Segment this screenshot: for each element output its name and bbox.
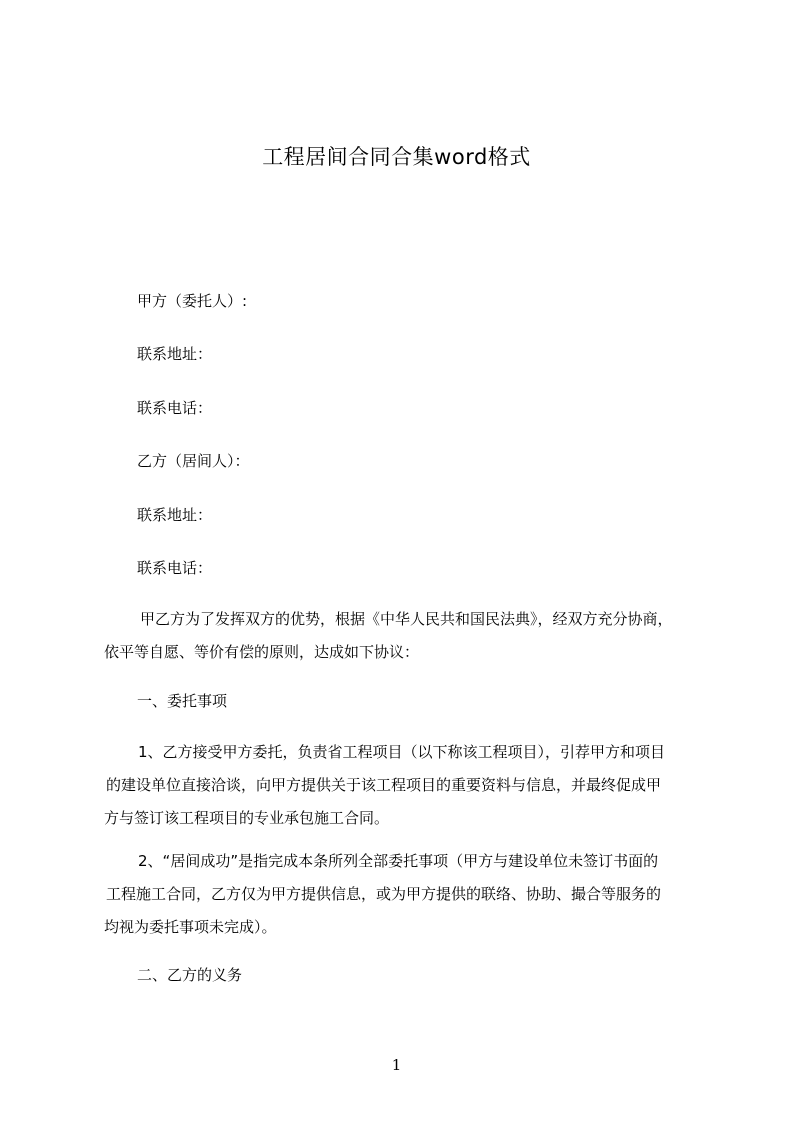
clause-1-paragraph <box>104 736 700 835</box>
party-b-address-label: 联系地址： <box>137 506 213 524</box>
clause-line: 2、“居间成功”是指完成本条所列全部委托事项（甲方与建设单位未签订书面的 <box>138 852 659 870</box>
clause-line: 1、乙方接受甲方委托，负责省工程项目（以下称该工程项目），引荐甲方和项目 <box>138 743 666 761</box>
section-heading-obligations: 二、乙方的义务 <box>137 966 243 984</box>
party-a-label: 甲方（委托人）: <box>137 292 248 310</box>
party-a-phone-label: 联系电话： <box>137 399 213 417</box>
party-b-phone-label: 联系电话： <box>137 559 213 577</box>
intro-line: 甲乙方为了发挥双方的优势，根据《中华人民共和国民法典》，经双方充分协商， <box>140 610 673 628</box>
intro-line: 依平等自愿、等价有偿的原则，达成如下协议： <box>104 643 420 661</box>
page-number: 1 <box>391 1056 402 1074</box>
section-heading-commission: 一、委托事项 <box>137 692 228 710</box>
party-b-label: 乙方（居间人）： <box>137 452 250 470</box>
clause-2-paragraph <box>104 845 700 944</box>
party-a-address-label: 联系地址： <box>137 345 213 363</box>
clause-line: 均视为委托事项未完成）。 <box>104 918 277 936</box>
clause-line: 方与签订该工程项目的专业承包施工合同。 <box>104 809 390 827</box>
intro-paragraph <box>104 603 700 669</box>
clause-line: 工程施工合同，乙方仅为甲方提供信息，或为甲方提供的联络、协助、撮合等服务的 <box>106 885 662 903</box>
clause-line: 的建设单位直接洽谈，向甲方提供关于该工程项目的重要资料与信息，并最终促成甲 <box>106 776 662 794</box>
document-title: 工程居间合同合集word格式 <box>262 145 531 169</box>
